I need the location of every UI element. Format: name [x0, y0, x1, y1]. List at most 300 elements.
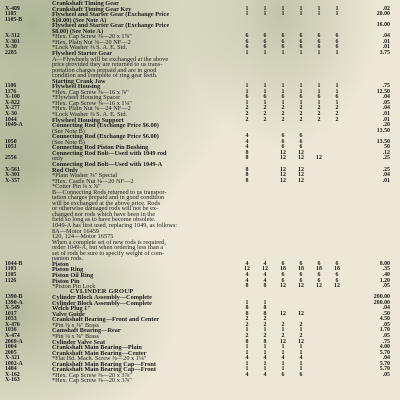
quantity-cell: 12 [280, 177, 286, 184]
quantity-cell: 6 [281, 38, 285, 45]
quantity-cell: 6 [335, 44, 339, 51]
part-description: Crankshaft Timing Gear Key [52, 5, 132, 13]
part-description: Piston Oil Ring [52, 271, 94, 279]
quantity-cell: 12 [280, 172, 286, 179]
quantity-cell: 2 [281, 111, 285, 117]
price-cell: 5.70 [379, 349, 390, 356]
part-number: X-301 [5, 38, 20, 45]
price-cell: .01 [382, 38, 390, 45]
quantity-cell: 12 [280, 310, 286, 317]
part-description: (See Note B) [52, 127, 85, 135]
quantity-cell: 6 [281, 33, 285, 40]
quantity-cell: 1 [299, 327, 303, 334]
price-cell: 3.75 [379, 49, 390, 56]
quantity-cell: 1 [281, 83, 285, 90]
quantity-cell: 12 [280, 338, 286, 345]
part-description: Piston [52, 260, 69, 268]
part-number: X-357 [5, 177, 20, 184]
part-description: set of rods be sure to specify weight of com- [52, 249, 165, 257]
part-description: Piston Pin [52, 277, 80, 285]
part-description: *Flat Hd. Mach. Screw ⅜—20 x 1⅛" [52, 355, 147, 363]
quantity-cell: 2 [263, 316, 267, 323]
quantity-cell: 8 [245, 172, 249, 179]
part-description: *Flywheel Housing Spacer [52, 94, 121, 102]
price-cell: 50 [384, 144, 390, 151]
price-cell: .25 [382, 166, 390, 173]
quantity-cell: 1 [299, 360, 303, 367]
quantity-cell: 4 [245, 355, 249, 362]
part-number: X-162 [5, 371, 20, 378]
part-description: B—Connecting Rods returned to us transpor- [52, 188, 167, 196]
quantity-cell: 1 [263, 344, 267, 351]
part-description: *Hex. Cap Screw ⅜—20 x 3⅞" [52, 371, 132, 379]
quantity-cell: 6 [317, 94, 321, 101]
price-cell: .05 [382, 283, 390, 290]
quantity-cell: 2 [263, 111, 267, 117]
quantity-cell: 6 [281, 138, 285, 145]
quantity-cell: 8 [245, 166, 249, 173]
part-description: Flywheel Starter Gear [52, 49, 113, 57]
price-cell: .75 [382, 83, 390, 90]
quantity-cell: 6 [335, 277, 339, 284]
part-number: 1390-B [5, 294, 23, 301]
price-cell: .25 [382, 155, 390, 162]
price-cell: 8.00 [379, 260, 390, 267]
quantity-cell: 4 [263, 260, 267, 267]
quantity-cell: 2 [299, 111, 303, 117]
part-number: 2005 [5, 349, 17, 356]
price-cell: .04 [382, 94, 390, 101]
part-number: 1033 [5, 316, 17, 323]
part-description: changed nor rods which have been in the [52, 210, 155, 218]
quantity-cell: 6 [299, 38, 303, 45]
part-description: Flywheel and Starter Gear (Exchange Price [52, 22, 170, 30]
quantity-cell: 12 [298, 172, 304, 179]
price-cell: .75 [382, 338, 390, 345]
quantity-cell: 12 [316, 283, 322, 290]
part-number: 1105 [5, 271, 17, 278]
quantity-cell: 12 [280, 149, 286, 156]
part-number: 1017 [5, 310, 17, 317]
part-description: (See Note B) [52, 138, 85, 146]
part-description: Cylinder Valve Seat [52, 338, 106, 346]
quantity-cell: 6 [281, 144, 285, 151]
part-number: 1002-A [5, 360, 23, 367]
quantity-cell: 12 [298, 177, 304, 184]
quantity-cell: 18 [316, 266, 322, 273]
part-description: Flywheel Housing Support [52, 116, 124, 124]
part-description: *Hex. Cap Screw ⅜—16 x ⅞" [52, 88, 129, 96]
quantity-cell: 1 [281, 11, 285, 18]
part-description: *Pin ⅛ x ⅝" Brass [52, 333, 100, 340]
quantity-cell: 6 [281, 94, 285, 101]
quantity-cell: 4 [245, 260, 249, 267]
quantity-cell: 1 [299, 11, 303, 18]
part-number: 1004 [5, 344, 17, 351]
price-cell: .02 [382, 5, 390, 12]
quantity-cell: 1 [245, 49, 249, 56]
quantity-cell: 1 [335, 99, 339, 106]
part-number: 1484 [5, 366, 17, 373]
price-cell: .05 [382, 371, 390, 378]
quantity-cell: 2 [335, 105, 339, 112]
part-description: panion rods. [52, 255, 84, 263]
part-description: Flywheel and Starter Gear (Exchange Price [52, 11, 170, 19]
part-description: *Plain Washer ⅝" Special [52, 172, 118, 180]
quantity-cell: 6 [317, 260, 321, 267]
part-number: X-409 [5, 5, 20, 12]
quantity-cell: 6 [317, 271, 321, 278]
quantity-cell: 12 [262, 266, 268, 273]
quantity-cell: 6 [335, 33, 339, 40]
part-description: A—Flywheels will be exchanged at the above [52, 55, 169, 63]
part-number: X-476 [5, 321, 20, 328]
price-cell: 16.00 [376, 22, 390, 29]
quantity-cell: 1 [281, 88, 285, 95]
part-description: When a complete set of new rods is required, [52, 238, 166, 246]
quantity-cell: 6 [317, 44, 321, 51]
part-description: or otherwise damaged rods will not be ex- [52, 205, 159, 213]
price-cell: .04 [382, 172, 390, 179]
quantity-cell: 1 [299, 49, 303, 56]
quantity-cell: 6 [299, 371, 303, 378]
part-number: 1044-B [5, 260, 23, 267]
quantity-cell: 4 [245, 371, 249, 378]
quantity-cell: 2 [317, 116, 321, 123]
quantity-cell: 2 [245, 333, 249, 339]
part-number: 1051 [5, 144, 17, 151]
price-cell: 20.00 [376, 11, 390, 18]
price-cell: .01 [382, 111, 390, 117]
part-description: *Hex. Plain Nut ⅜—24 NF—2 [52, 105, 131, 113]
quantity-cell: 6 [263, 94, 267, 101]
quantity-cell: 1 [281, 360, 285, 367]
quantity-cell: 1 [263, 360, 267, 367]
price-cell: .20 [382, 122, 390, 129]
part-number: 1105 [5, 11, 17, 18]
part-description: *Hex. Cap Screw ⅜—16 x 1⅛" [52, 99, 132, 107]
quantity-cell: 1 [245, 5, 249, 12]
part-number: X-321 [5, 355, 20, 362]
quantity-cell: 6 [299, 271, 303, 278]
price-cell: .04 [382, 305, 390, 312]
part-number: X-474 [5, 333, 20, 339]
quantity-cell: 2 [281, 321, 285, 328]
part-description: will be exchanged at the above price. Rods [52, 199, 161, 207]
quantity-cell: 1 [299, 5, 303, 12]
part-number: 1050 [5, 138, 17, 145]
price-cell: .40 [382, 271, 390, 278]
quantity-cell: 18 [280, 266, 286, 273]
part-description: *Hex. Cap Screw ⅜—20 x 3⅞" [52, 377, 132, 385]
part-description: *Lock Washer ⅜ S. A. E. Std. [52, 111, 128, 118]
part-description: condition and complete of ring gear teeth. [52, 72, 158, 80]
part-description: *Lock Washer ⅜ S. A. E. Std. [52, 44, 128, 52]
quantity-cell: 1 [245, 344, 249, 351]
part-description: Connecting Rod Bolt—Used with 1049 rod [52, 149, 167, 157]
quantity-cell: 8 [245, 305, 249, 312]
quantity-cell: 1 [335, 49, 339, 56]
quantity-cell: 1 [317, 99, 321, 106]
quantity-cell: 1 [281, 366, 285, 373]
part-number: 1105-B [5, 16, 23, 23]
quantity-cell: 1 [335, 83, 339, 90]
quantity-cell: 1 [317, 88, 321, 95]
price-cell: 12.50 [376, 88, 390, 95]
part-description: Starting Crank Jaw [52, 77, 106, 85]
quantity-cell: 6 [299, 44, 303, 51]
quantity-cell: 2 [263, 105, 267, 112]
quantity-cell: 6 [299, 277, 303, 284]
quantity-cell: 12 [244, 266, 250, 273]
quantity-cell: 8 [245, 177, 249, 184]
quantity-cell: 6 [281, 260, 285, 267]
part-description: Rod Only [52, 166, 79, 174]
part-number: X-277 [5, 105, 20, 112]
part-description: tation charges prepaid and in good condition [52, 194, 165, 202]
quantity-cell: 2 [281, 105, 285, 112]
part-description: Crankshaft Main Bearing—Center [52, 349, 147, 357]
quantity-cell: 1 [281, 327, 285, 334]
quantity-cell: 6 [335, 271, 339, 278]
quantity-cell: 2 [245, 316, 249, 323]
quantity-cell: 1 [335, 11, 339, 18]
quantity-cell: 18 [298, 266, 304, 273]
quantity-cell: 2 [245, 111, 249, 117]
quantity-cell: 12 [334, 283, 340, 290]
quantity-cell: 6 [317, 33, 321, 40]
quantity-cell: 6 [299, 260, 303, 267]
quantity-cell: 6 [263, 44, 267, 51]
price-cell: 4.50 [379, 316, 390, 323]
quantity-cell: 4 [263, 271, 267, 278]
quantity-cell: 1 [245, 299, 249, 306]
quantity-cell: 2 [281, 116, 285, 123]
price-cell: 13.50 [376, 138, 390, 145]
part-number: X-100 [5, 94, 20, 101]
quantity-cell: 6 [281, 133, 285, 140]
part-number: X-561 [5, 166, 20, 173]
quantity-cell: 4 [263, 355, 267, 362]
price-cell: .01 [382, 116, 390, 123]
part-description: Crankshaft Main Bearing Cap—Front [52, 366, 156, 374]
quantity-cell: 8 [263, 338, 267, 345]
quantity-cell: 1 [299, 83, 303, 90]
quantity-cell: 1 [281, 5, 285, 12]
part-description: Connecting Rod (Exchange Price $6.00) [52, 122, 159, 130]
part-number: 1176 [5, 88, 17, 95]
part-description: portation charges prepaid and are in good [52, 66, 157, 74]
quantity-cell: 6 [299, 138, 303, 145]
part-number: 1126 [5, 277, 17, 284]
part-description: Valve Guide [52, 310, 85, 318]
quantity-cell: 1 [263, 11, 267, 18]
part-number: 1106 [5, 83, 17, 90]
quantity-cell: 12 [280, 283, 286, 290]
quantity-cell: 8 [245, 283, 249, 290]
price-cell: 4.00 [379, 344, 390, 351]
part-description: Welch Plug 1" [52, 305, 91, 313]
quantity-cell: 1 [245, 83, 249, 90]
quantity-cell: 12 [298, 310, 304, 317]
quantity-cell: 6 [335, 38, 339, 45]
quantity-cell: 2 [317, 111, 321, 117]
quantity-cell: 18 [334, 266, 340, 273]
quantity-cell: 8 [245, 338, 249, 345]
quantity-cell: 1 [245, 11, 249, 18]
quantity-cell: 6 [299, 33, 303, 40]
quantity-cell: 1 [317, 83, 321, 90]
part-description: *Hex. Cap Screw ⅜—20 x 1⅞" [52, 33, 132, 41]
quantity-cell: 6 [245, 38, 249, 45]
quantity-cell: 12 [298, 149, 304, 156]
quantity-cell: 1 [263, 327, 267, 334]
quantity-cell: 6 [281, 44, 285, 51]
part-number: 1390-A [5, 299, 23, 306]
quantity-cell: 1 [317, 5, 321, 12]
part-number: X-30 [5, 111, 17, 117]
price-cell: 200.00 [373, 299, 390, 306]
quantity-cell: 1 [263, 299, 267, 306]
quantity-cell: 12 [298, 155, 304, 162]
price-cell: .04 [382, 33, 390, 40]
part-description: order 1049-A, but when ordering less than a [52, 244, 164, 252]
price-cell: 200.00 [373, 294, 390, 301]
quantity-cell: 6 [281, 277, 285, 284]
quantity-cell: 4 [299, 355, 303, 362]
price-cell: .05 [382, 99, 390, 106]
quantity-cell: 1 [335, 88, 339, 95]
quantity-cell: 6 [245, 33, 249, 40]
part-description: Connecting Rod Bolt—Used with 1049-A [52, 160, 163, 168]
quantity-cell: 1 [263, 49, 267, 56]
part-description: Cylinder Block Assembly—Complete [52, 294, 152, 302]
quantity-cell: 6 [263, 33, 267, 40]
part-description: Connecting Rod (Exchange Price $6.00) [52, 133, 159, 141]
quantity-cell: 1 [263, 88, 267, 95]
quantity-cell: 12 [298, 166, 304, 173]
part-description: *Hex. Plain Nut ⅜—20 NF—2 [52, 38, 131, 46]
part-description: Crankshaft Main Bearing—Plain [52, 344, 142, 352]
price-cell: 1.70 [379, 327, 390, 334]
quantity-cell: 2 [245, 105, 249, 112]
quantity-cell: 6 [317, 38, 321, 45]
part-number: 1036 [5, 327, 17, 334]
quantity-cell: 4 [245, 133, 249, 140]
quantity-cell: 1 [299, 99, 303, 106]
quantity-cell: 2 [281, 333, 285, 339]
quantity-cell: 1 [245, 88, 249, 95]
quantity-cell: 12 [298, 283, 304, 290]
quantity-cell: 4 [245, 144, 249, 151]
price-cell: .05 [382, 321, 390, 328]
quantity-cell: 1 [299, 349, 303, 356]
quantity-cell: 2 [263, 116, 267, 123]
price-cell: 1.20 [379, 277, 390, 284]
quantity-cell: 1 [245, 349, 249, 356]
quantity-cell: 1 [335, 5, 339, 12]
quantity-cell: 8 [245, 310, 249, 317]
quantity-cell: 12 [316, 155, 322, 162]
quantity-cell: 2 [245, 321, 249, 328]
part-number: 2069-A [5, 338, 23, 345]
price-cell: .04 [382, 105, 390, 112]
part-number: X-301 [5, 172, 20, 179]
part-description: 8A—Motor 16459 [52, 227, 100, 235]
price-cell: 13.50 [376, 127, 390, 134]
quantity-cell: 1 [317, 49, 321, 56]
section-heading: CYLINDER GROUP [70, 287, 134, 295]
part-number: 1049-A [5, 122, 23, 129]
quantity-cell: 1 [245, 99, 249, 106]
part-number: X-30 [5, 44, 17, 51]
part-description: Cylinder Block Assembly—Complete [52, 299, 152, 307]
quantity-cell: 4 [263, 277, 267, 284]
quantity-cell: 8 [263, 283, 267, 290]
part-description: Crankshaft Timing Gear [52, 0, 119, 7]
quantity-cell: 6 [317, 277, 321, 284]
quantity-cell: 1 [263, 366, 267, 373]
part-description: $10.00) (See Note A) [52, 16, 107, 24]
quantity-cell: 2 [263, 321, 267, 328]
part-description: Crankshaft Main Bearing Cap—Front [52, 360, 156, 368]
quantity-cell: 6 [281, 371, 285, 378]
part-description: Flywheel Housing [52, 83, 101, 91]
quantity-cell: 6 [299, 144, 303, 151]
quantity-cell: 12 [280, 166, 286, 173]
price-cell: .50 [382, 310, 390, 317]
quantity-cell: 2 [263, 333, 267, 339]
quantity-cell: 8 [245, 149, 249, 156]
price-cell: .04 [382, 355, 390, 362]
quantity-cell: 4 [245, 271, 249, 278]
quantity-cell: 2 [299, 321, 303, 328]
quantity-cell: 12 [280, 155, 286, 162]
part-number: X-312 [5, 33, 20, 40]
part-description: *Pin ⅛ x ⅝" Brass [52, 321, 100, 329]
part-number: 2556 [5, 155, 17, 162]
price-cell: .01 [382, 177, 390, 184]
part-number: 1103 [5, 266, 17, 273]
quantity-cell: 1 [299, 88, 303, 95]
quantity-cell: 6 [335, 260, 339, 267]
price-cell: 5.70 [379, 366, 390, 373]
table-row [0, 377, 400, 384]
quantity-cell: 1 [245, 366, 249, 373]
quantity-cell: 2 [335, 116, 339, 123]
quantity-cell: 6 [335, 94, 339, 101]
quantity-cell: 6 [299, 94, 303, 101]
quantity-cell: 6 [263, 38, 267, 45]
part-number: 1044 [5, 116, 17, 123]
quantity-cell: 8 [263, 305, 267, 312]
quantity-cell: 6 [281, 271, 285, 278]
part-description: only [52, 155, 64, 163]
price-cell: .01 [382, 44, 390, 51]
quantity-cell: 1 [299, 344, 303, 351]
quantity-cell: 4 [245, 277, 249, 284]
price-cell: 5.70 [379, 360, 390, 367]
quantity-cell: 12 [298, 338, 304, 345]
quantity-cell: 2 [299, 105, 303, 112]
quantity-cell: 1 [281, 99, 285, 106]
quantity-cell: 6 [245, 44, 249, 51]
quantity-cell: 4 [281, 355, 285, 362]
quantity-cell: 4 [263, 371, 267, 378]
quantity-cell: 2 [299, 333, 303, 339]
quantity-cell: 1 [281, 349, 285, 356]
quantity-cell: 1 [263, 99, 267, 106]
